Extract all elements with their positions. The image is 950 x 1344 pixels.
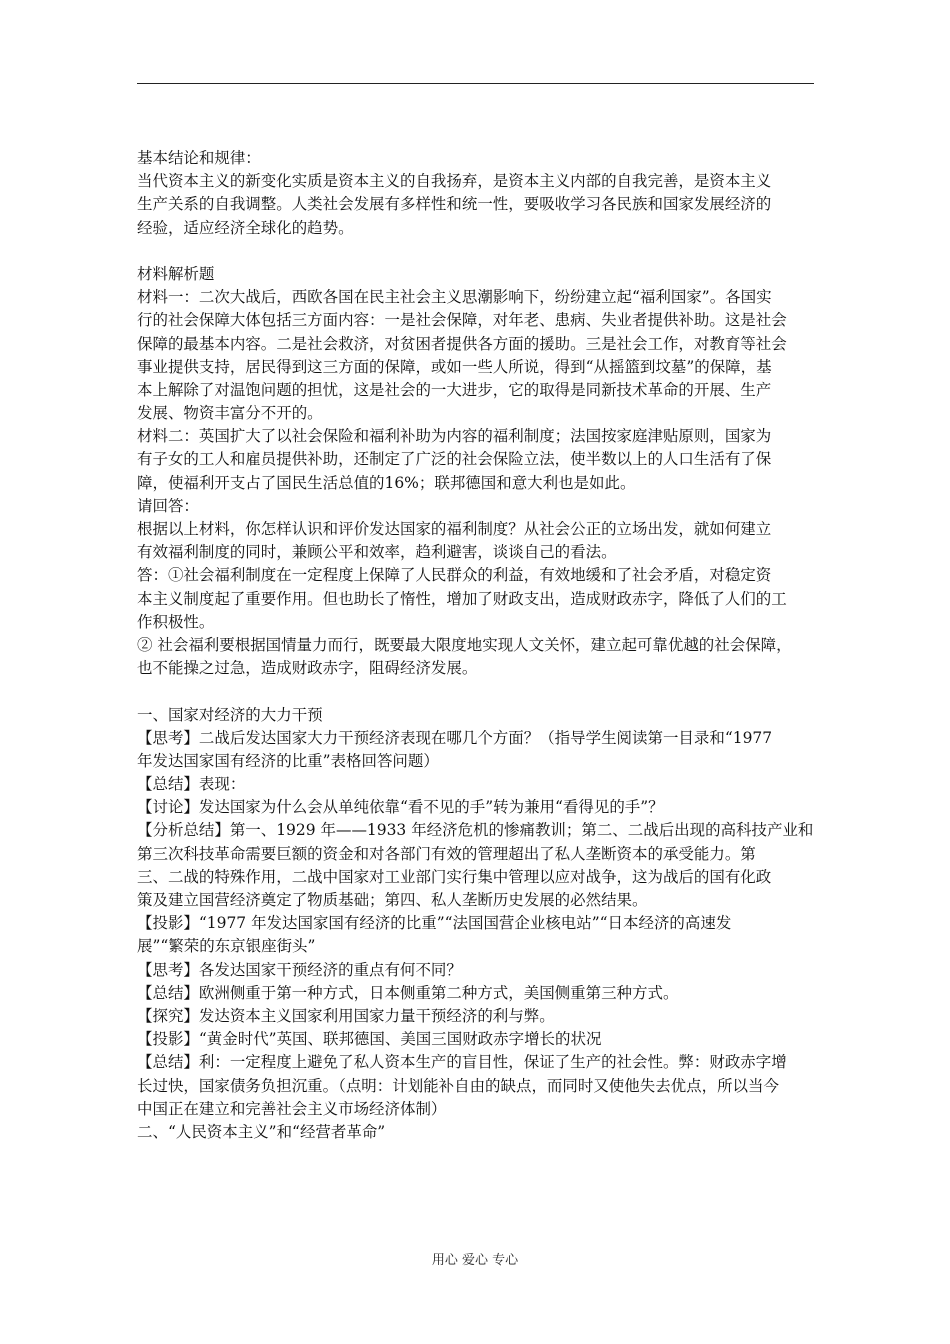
paragraph-line: 发展、物资丰富分不开的。 <box>137 404 323 423</box>
paragraph-line: 材料一：二次大战后，西欧各国在民主社会主义思潮影响下，纷纷建立起“福利国家”。各国实 <box>137 288 772 307</box>
paragraph-line: 【总结】利：一定程度上避免了私人资本生产的盲目性，保证了生产的社会性。弊：财政赤字增 <box>137 1053 787 1072</box>
header-rule <box>137 83 814 84</box>
paragraph-line: 长过快，国家债务负担沉重。（点明：计划能补自由的缺点，而同时又使他失去优点，所以当今 <box>137 1076 779 1095</box>
paragraph-line: 【探究】发达资本主义国家利用国家力量干预经济的利与弊。 <box>137 1006 555 1025</box>
paragraph-line: 【投影】“1977 年发达国家国有经济的比重”“法国国营企业核电站”“日本经济的高速发 <box>137 914 732 933</box>
page-footer: 用心 爱心 专心 <box>431 1253 519 1268</box>
paragraph-line: 【总结】欧洲侧重于第一种方式，日本侧重第二种方式，美国侧重第三种方式。 <box>137 983 679 1002</box>
question-prompt: 请回答： <box>137 496 199 515</box>
section-material-analysis <box>137 263 817 680</box>
paragraph-line: 生产关系的自我调整。人类社会发展有多样性和统一性，要吸收学习各民族和国家发展经济的 <box>137 195 772 214</box>
paragraph-line: 行的社会保障大体包括三方面内容：一是社会保障，对年老、患病、失业者提供补助。这是社会 <box>137 311 787 330</box>
section-heading: 材料解析题 <box>137 264 215 283</box>
paragraph-line: 障，使福利开支占了国民生活总值的16%；联邦德国和意大利也是如此。 <box>137 473 636 492</box>
paragraph-line: 经验，适应经济全球化的趋势。 <box>137 218 354 237</box>
answer-line: 作积极性。 <box>137 612 215 631</box>
paragraph-line: 【投影】“黄金时代”英国、联邦德国、美国三国财政赤字增长的状况 <box>137 1030 602 1049</box>
paragraph-line: 保障的最基本内容。二是社会救济，对贫困者提供各方面的援助。三是社会工作，对教育等社会 <box>137 334 787 353</box>
section-heading: 基本结论和规律： <box>137 149 261 167</box>
answer-line: 也不能操之过急，造成财政赤字，阻碍经济发展。 <box>137 659 478 678</box>
paragraph-line: 中国正在建立和完善社会主义市场经济体制） <box>137 1099 447 1118</box>
paragraph-line: 策及建立国营经济奠定了物质基础；第四、私人垄断历史发展的必然结果。 <box>137 891 648 909</box>
paragraph-line: 展”“繁荣的东京银座街头” <box>137 937 316 956</box>
section-heading: 二、“人民资本主义”和“经营者革命” <box>137 1122 386 1141</box>
paragraph-line: 有子女的工人和雇员提供补助，还制定了广泛的社会保险立法，使半数以上的人口生活有了保 <box>137 450 772 469</box>
paragraph-line: 【分析总结】第一、1929 年——1933 年经济危机的惨痛教训；第二、二战后出现的高科技产业和 <box>137 821 814 840</box>
answer-line: 答：①社会福利制度在一定程度上保障了人民群众的利益，有效地缓和了社会矛盾，对稳定资 <box>137 566 772 585</box>
paragraph-line: 当代资本主义的新变化实质是资本主义的自我扬弃，是资本主义内部的自我完善，是资本主义 <box>137 172 772 191</box>
paragraph-line: 【讨论】发达国家为什么会从单纯依靠“看不见的手”转为兼用“看得见的手”？ <box>137 798 664 817</box>
blank-line <box>137 680 817 703</box>
paragraph-line: 三、二战的特殊作用，二战中国家对工业部门实行集中管理以应对战争，这为战后的国有化政 <box>137 867 772 886</box>
paragraph-line: 事业提供支持，居民得到这三方面的保障，或如一些人所说，得到“从摇篮到坟墓”的保障，基 <box>137 357 772 376</box>
answer-line: 本主义制度起了重要作用。但也助长了惰性，增加了财政支出，造成财政赤字，降低了人们的工 <box>137 589 787 608</box>
paragraph-line: 第三次科技革命需要巨额的资金和对各部门有效的管理超出了私人垄断资本的承受能力。第 <box>137 844 756 863</box>
paragraph-line: 【总结】表现： <box>137 775 246 794</box>
paragraph-line: 材料二：英国扩大了以社会保险和福利补助为内容的福利制度；法国按家庭津贴原则，国家为 <box>137 427 772 446</box>
paragraph-line: 【思考】各发达国家干预经济的重点有何不同？ <box>137 960 462 979</box>
section-heading: 一、国家对经济的大力干预 <box>137 705 323 724</box>
document-body <box>137 147 817 1144</box>
paragraph-line: 年发达国家国有经济的比重”表格回答问题） <box>137 751 439 770</box>
blank-line <box>137 240 817 263</box>
section-conclusion <box>137 147 817 240</box>
paragraph-line: 本上解除了对温饱问题的担忧，这是社会的一大进步，它的取得是同新技术革命的开展、生产 <box>137 380 772 399</box>
question-line: 根据以上材料，你怎样认识和评价发达国家的福利制度？从社会公正的立场出发，就如何建立 <box>137 520 772 538</box>
paragraph-line: 【思考】二战后发达国家大力干预经济表现在哪几个方面？（指导学生阅读第一目录和“1977 <box>137 728 773 747</box>
answer-line: ② 社会福利要根据国情量力而行，既要最大限度地实现人文关怀，建立起可靠优越的社会保障， <box>137 635 792 654</box>
section-state-intervention <box>137 704 817 1145</box>
question-line: 有效福利制度的同时，兼顾公平和效率，趋利避害，谈谈自己的看法。 <box>137 543 617 562</box>
